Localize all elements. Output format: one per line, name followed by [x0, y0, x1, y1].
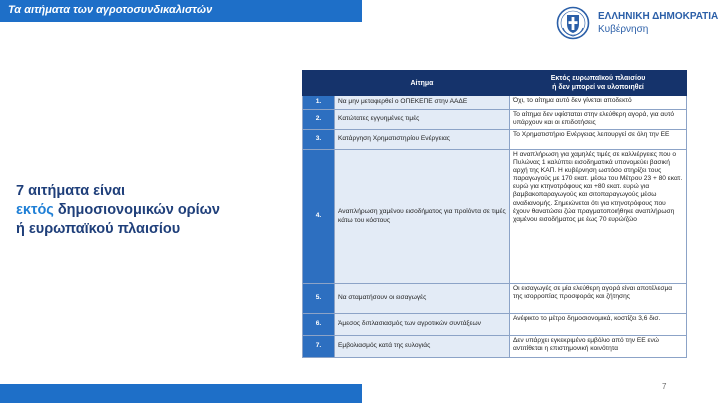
table-row [303, 110, 687, 130]
row-request: Κατώτατες εγγυημένες τιμές [335, 110, 510, 130]
row-request: Να σταματήσουν οι εισαγωγές [335, 284, 510, 314]
row-request: Αναπλήρωση χαμένου εισοδήματος για προϊόντα σε τιμές κάτω του κόστους [335, 150, 510, 284]
row-answer: Οι εισαγωγές σε μία ελεύθερη αγορά είναι αποτέλεσμα της ισορροπίας προσφοράς και ζήτησης [510, 284, 687, 314]
row-request: Άμεσος διπλασιασμός των αγροτικών συντάξεων [335, 314, 510, 336]
headline-accent: εκτός [16, 202, 54, 218]
page-number: 7 [662, 382, 667, 391]
headline-line-1: 7 αιτήματα είναι [16, 183, 126, 199]
row-number: 6. [303, 314, 335, 336]
page-title: Τα αιτήματα των αγροτοσυνδικαλιστών [8, 4, 213, 16]
row-answer: Το αίτημα δεν υφίσταται στην ελεύθερη αγορά, για αυτό υπάρχουν και οι επιδοτήσεις [510, 110, 687, 130]
row-number: 2. [303, 110, 335, 130]
row-answer: Όχι, το αίτημα αυτό δεν γίνεται αποδεκτό [510, 96, 687, 110]
row-request: Κατάργηση Χρηματιστηρίου Ενέργειας [335, 130, 510, 150]
table-row [303, 96, 687, 110]
table-row [303, 314, 687, 336]
row-number: 5. [303, 284, 335, 314]
table-row [303, 284, 687, 314]
requests-table [302, 70, 687, 358]
row-answer: Δεν υπάρχει εγκεκριμένο εμβόλιο από την ΕΕ ενώ αντιτίθεται η επιστημονική κοινότητα [510, 336, 687, 358]
row-number: 1. [303, 96, 335, 110]
header-answer [510, 71, 687, 96]
row-answer: Το Χρηματιστήριο Ενέργειας λειτουργεί σε όλη την ΕΕ [510, 130, 687, 150]
headline-line-3: ή ευρωπαϊκού πλαισίου [16, 221, 181, 237]
header-answer-line-2: ή δεν μπορεί να υλοποιηθεί [552, 84, 644, 91]
headline-line-2 [16, 201, 278, 220]
row-answer: Ανέφικτο το μέτρο δημοσιονομικά, κοστίζει 3,6 δισ. [510, 314, 687, 336]
headline-line-2-rest: δημοσιονομικών ορίων [53, 202, 220, 218]
row-answer: Η αναπλήρωση για χαμηλές τιμές σε καλλιέργειες που ο Πυλώνας 1 καλύπτει εισοδηματικά υπονομεύει βασική αρχή της ΚΑΠ. Η κυβέρνηση ωστόσο στηρίζει τους παραγωγούς με 170 εκατ. μέσω του Μέτρου 23 + 80 εκατ. ευρώ για κτηνοτρόφους και +80 εκατ. ευρώ για βαμβακοπαραγωγούς και σιτοπαραγωγούς μέσω αναδιανομής. Σημειώνεται ότι για κτηνοτρόφους που έχουν θανατώσει ζώα πραγματοποιήθηκε αναπλήρωση χαμένου εισοδήματος με έως 70 ευρώ/ζώο [510, 150, 687, 284]
header-request: Αίτημα [335, 71, 510, 96]
logo-title: ΕΛΛΗΝΙΚΗ ΔΗΜΟΚΡΑΤΙΑ [598, 11, 719, 22]
requests-table-container [302, 70, 686, 362]
footer-bar [0, 384, 362, 403]
greek-republic-emblem-icon [556, 6, 590, 40]
row-number: 4. [303, 150, 335, 284]
row-request: Εμβολιασμός κατά της ευλογιάς [335, 336, 510, 358]
row-number: 3. [303, 130, 335, 150]
logo-subtitle: Κυβέρνηση [598, 24, 649, 35]
header-number [303, 71, 335, 96]
header-answer-line-1: Εκτός ευρωπαϊκού πλαισίου [550, 75, 646, 82]
table-row [303, 130, 687, 150]
row-number: 7. [303, 336, 335, 358]
table-header-row [303, 71, 687, 96]
table-row [303, 336, 687, 358]
headline [16, 182, 278, 239]
row-request: Να μην μεταφερθεί ο ΟΠΕΚΕΠΕ στην ΑΑΔΕ [335, 96, 510, 110]
table-row [303, 150, 687, 284]
government-logo [556, 6, 719, 40]
header-bar [0, 0, 362, 22]
